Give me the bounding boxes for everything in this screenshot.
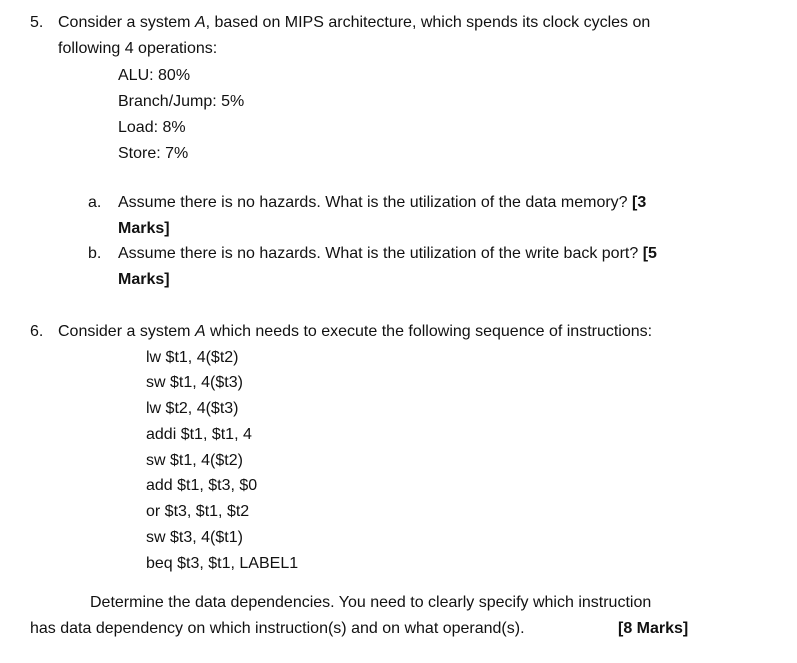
q6-determine-line2: has data dependency on which instruction(s) and on what operand(s). <box>30 620 525 637</box>
q5b-marks: Marks] <box>118 271 170 288</box>
q6-instruction-2: sw $t1, 4($t3) <box>146 374 243 391</box>
q6-stem: Consider a system A which needs to execute the following sequence of instructions: <box>58 323 653 340</box>
q6-instruction-1: lw $t1, 4($t2) <box>146 349 239 366</box>
q5-op-alu: ALU: 80% <box>118 67 191 84</box>
q5a-label: a. <box>88 194 102 211</box>
q6-number: 6. <box>30 323 44 340</box>
q5b-label: b. <box>88 245 102 262</box>
q5a-marks: Marks] <box>118 220 170 237</box>
q5-op-branch: Branch/Jump: 5% <box>118 93 245 110</box>
q6-instruction-3: lw $t2, 4($t3) <box>146 400 239 417</box>
q5-op-store: Store: 7% <box>118 145 189 162</box>
q6-instruction-8: sw $t3, 4($t1) <box>146 529 243 546</box>
q6-instruction-6: add $t1, $t3, $0 <box>146 477 258 494</box>
q5-stem-line2: following 4 operations: <box>58 40 218 57</box>
q6-instruction-5: sw $t1, 4($t2) <box>146 452 243 469</box>
q6-instruction-4: addi $t1, $t1, 4 <box>146 426 252 443</box>
q5-op-load: Load: 8% <box>118 119 186 136</box>
q5b-text: Assume there is no hazards. What is the utilization of the write back port? [5 <box>118 245 657 262</box>
q6-instruction-9: beq $t3, $t1, LABEL1 <box>146 555 299 572</box>
q6-marks: [8 Marks] <box>618 620 689 637</box>
q6-instruction-7: or $t3, $t1, $t2 <box>146 503 250 520</box>
q5-stem-line1: Consider a system A, based on MIPS architecture, which spends its clock cycles on <box>58 14 651 31</box>
q6-determine-line1: Determine the data dependencies. You need to clearly specify which instruction <box>90 594 652 611</box>
q5a-text: Assume there is no hazards. What is the utilization of the data memory? [3 <box>118 194 647 211</box>
q5-number: 5. <box>30 14 44 31</box>
